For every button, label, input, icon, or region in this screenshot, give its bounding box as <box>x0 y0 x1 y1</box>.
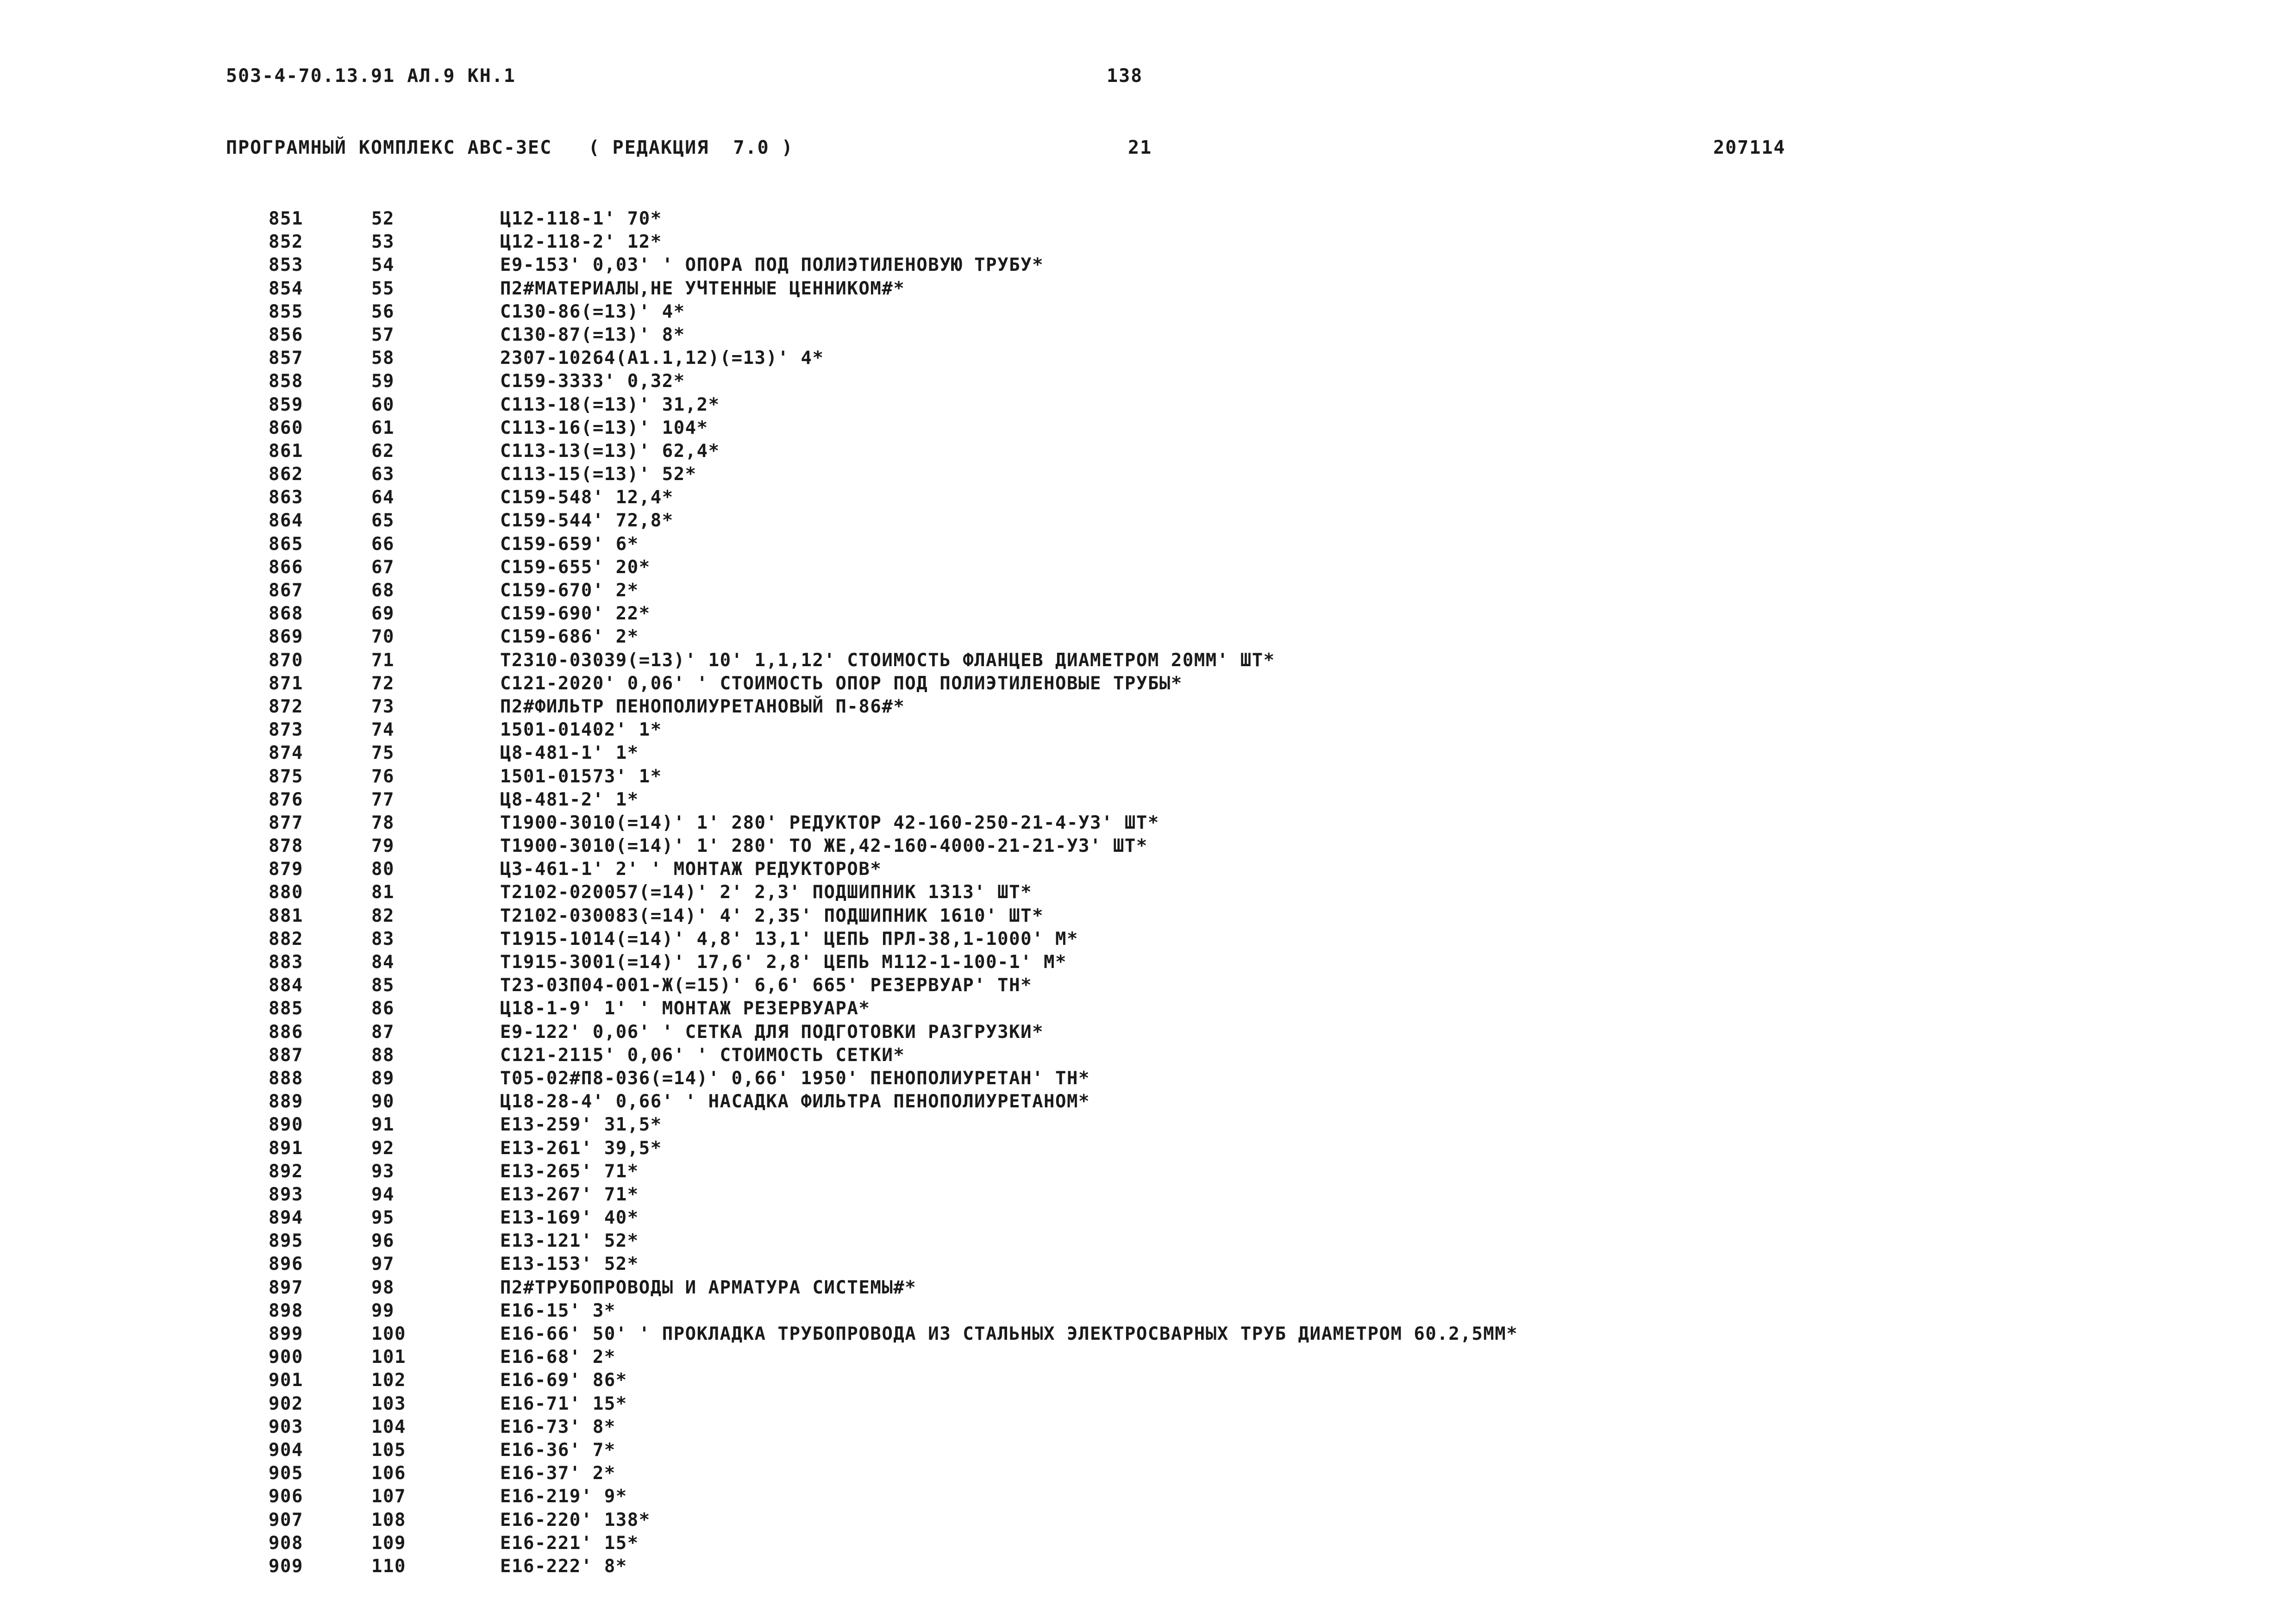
row-seq: 869 <box>269 626 303 648</box>
row-code: Ц8-481-2' 1* <box>500 789 639 810</box>
row-seq: 862 <box>269 464 303 485</box>
row-num: 93 <box>371 1161 394 1182</box>
row-seq: 876 <box>269 789 303 810</box>
row-num: 80 <box>371 859 394 880</box>
listing-row <box>269 695 2028 718</box>
row-code: С130-86(=13)' 4* <box>500 301 685 322</box>
row-code: Е16-221' 15* <box>500 1532 639 1554</box>
row-seq: 898 <box>269 1300 303 1321</box>
row-code: Т1915-1014(=14)' 4,8' 13,1' ЦЕПЬ ПРЛ-38,1-1000' М* <box>500 928 1078 949</box>
listing-row <box>269 928 2028 951</box>
row-num: 68 <box>371 580 394 601</box>
row-code: С159-544' 72,8* <box>500 510 674 531</box>
listing-row <box>269 1393 2028 1416</box>
listing-row <box>269 277 2028 300</box>
listing-row <box>269 1090 2028 1113</box>
row-num: 73 <box>371 696 394 717</box>
listing-row <box>269 602 2028 625</box>
row-seq: 894 <box>269 1207 303 1229</box>
row-num: 81 <box>371 882 394 903</box>
row-seq: 863 <box>269 487 303 508</box>
row-num: 53 <box>371 231 394 253</box>
listing-row <box>269 347 2028 370</box>
listing-row <box>269 1021 2028 1044</box>
row-seq: 899 <box>269 1324 303 1344</box>
row-code: С159-690' 22* <box>500 603 651 625</box>
listing-row <box>269 812 2028 835</box>
row-num: 85 <box>371 975 394 996</box>
row-seq: 895 <box>269 1230 303 1252</box>
row-code: Т2310-03039(=13)' 10' 1,1,12' СТОИМОСТЬ ФЛАНЦЕВ ДИАМЕТРОМ 20ММ' ШТ* <box>500 650 1275 671</box>
row-code: П2#ТРУБОПРОВОДЫ И АРМАТУРА СИСТЕМЫ#* <box>500 1277 917 1298</box>
row-seq: 907 <box>269 1509 303 1530</box>
row-seq: 870 <box>269 650 303 671</box>
row-num: 105 <box>371 1439 406 1461</box>
row-code: С113-15(=13)' 52* <box>500 464 697 485</box>
row-seq: 902 <box>269 1393 303 1414</box>
listing-row <box>269 765 2028 788</box>
row-num: 100 <box>371 1324 406 1344</box>
listing-row <box>269 1113 2028 1137</box>
listing-row <box>269 788 2028 812</box>
row-code: 2307-10264(А1.1,12)(=13)' 4* <box>500 348 824 369</box>
row-num: 96 <box>371 1230 394 1252</box>
row-num: 88 <box>371 1044 394 1066</box>
row-seq: 860 <box>269 417 303 438</box>
listing-row <box>269 394 2028 417</box>
listing-row <box>269 1044 2028 1067</box>
row-code: Ц3-461-1' 2' ' МОНТАЖ РЕДУКТОРОВ* <box>500 859 882 880</box>
row-code: С159-659' 6* <box>500 533 639 555</box>
document-id: 207114 <box>1713 137 1786 158</box>
row-code: Ц12-118-2' 12* <box>500 231 662 253</box>
row-code: Е16-71' 15* <box>500 1393 627 1414</box>
listing-row <box>269 300 2028 324</box>
row-code: Е16-15' 3* <box>500 1300 616 1321</box>
row-code: Е13-265' 71* <box>500 1161 639 1182</box>
row-num: 56 <box>371 301 394 322</box>
row-code: Е13-261' 39,5* <box>500 1137 662 1159</box>
listing-row <box>269 835 2028 858</box>
row-num: 70 <box>371 626 394 648</box>
row-seq: 851 <box>269 208 303 229</box>
row-num: 66 <box>371 533 394 555</box>
row-num: 63 <box>371 464 394 485</box>
listing-row <box>269 1253 2028 1276</box>
listing-row <box>269 1416 2028 1439</box>
row-code: Е16-66' 50' ' ПРОКЛАДКА ТРУБОПРОВОДА ИЗ СТАЛЬНЫХ ЭЛЕКТРОСВАРНЫХ ТРУБ ДИАМЕТРОМ 60.2,5ММ* <box>500 1324 1518 1344</box>
row-num: 94 <box>371 1184 394 1205</box>
row-num: 102 <box>371 1370 406 1391</box>
row-code: Е16-36' 7* <box>500 1439 616 1461</box>
row-num: 107 <box>371 1486 406 1507</box>
row-num: 92 <box>371 1137 394 1159</box>
row-seq: 900 <box>269 1347 303 1368</box>
row-num: 106 <box>371 1463 406 1484</box>
listing-row <box>269 324 2028 347</box>
row-code: С159-548' 12,4* <box>500 487 674 508</box>
row-seq: 855 <box>269 301 303 322</box>
row-seq: 886 <box>269 1021 303 1043</box>
listing-row <box>269 1137 2028 1160</box>
row-code: П2#ФИЛЬТР ПЕНОПОЛИУРЕТАНОВЫЙ П-86#* <box>500 696 905 717</box>
row-seq: 856 <box>269 324 303 345</box>
row-seq: 852 <box>269 231 303 253</box>
row-num: 65 <box>371 510 394 531</box>
listing-row <box>269 254 2028 277</box>
row-seq: 884 <box>269 975 303 996</box>
row-code: Ц8-481-1' 1* <box>500 743 639 764</box>
row-code: Е13-121' 52* <box>500 1230 639 1252</box>
row-seq: 861 <box>269 440 303 462</box>
listing-row <box>269 1555 2028 1578</box>
row-num: 57 <box>371 324 394 345</box>
listing-row <box>269 486 2028 509</box>
row-code: Т23-03П04-001-Ж(=15)' 6,6' 665' РЕЗЕРВУАР' ТН* <box>500 975 1033 996</box>
row-num: 76 <box>371 766 394 787</box>
row-code: С113-16(=13)' 104* <box>500 417 708 438</box>
row-code: Е16-37' 2* <box>500 1463 616 1484</box>
listing-row <box>269 1509 2028 1532</box>
listing-row <box>269 463 2028 486</box>
row-code: Е13-169' 40* <box>500 1207 639 1229</box>
row-code: Т05-02#П8-036(=14)' 0,66' 1950' ПЕНОПОЛИУРЕТАН' ТН* <box>500 1068 1090 1089</box>
row-seq: 890 <box>269 1114 303 1136</box>
row-code: С121-2020' 0,06' ' СТОИМОСТЬ ОПОР ПОД ПОЛИЭТИЛЕНОВЫЕ ТРУБЫ* <box>500 673 1183 694</box>
row-seq: 909 <box>269 1555 303 1577</box>
row-seq: 859 <box>269 394 303 415</box>
row-code: С159-686' 2* <box>500 626 639 648</box>
row-num: 101 <box>371 1347 406 1368</box>
row-num: 108 <box>371 1509 406 1530</box>
row-code: С159-3333' 0,32* <box>500 371 685 392</box>
row-seq: 889 <box>269 1091 303 1112</box>
row-code: С130-87(=13)' 8* <box>500 324 685 345</box>
listing-row <box>269 951 2028 974</box>
row-num: 77 <box>371 789 394 810</box>
row-seq: 892 <box>269 1161 303 1182</box>
row-seq: 858 <box>269 371 303 392</box>
row-code: Е9-153' 0,03' ' ОПОРА ПОД ПОЛИЭТИЛЕНОВУЮ ТРУБУ* <box>500 255 1044 276</box>
row-seq: 882 <box>269 928 303 949</box>
row-seq: 873 <box>269 719 303 741</box>
row-code: Ц18-28-4' 0,66' ' НАСАДКА ФИЛЬТРА ПЕНОПОЛИУРЕТАНОМ* <box>500 1091 1090 1112</box>
row-num: 64 <box>371 487 394 508</box>
listing-row <box>269 997 2028 1020</box>
row-num: 60 <box>371 394 394 415</box>
row-code: Е13-259' 31,5* <box>500 1114 662 1136</box>
row-seq: 868 <box>269 603 303 625</box>
listing-row <box>269 905 2028 928</box>
row-seq: 891 <box>269 1137 303 1159</box>
listing-row <box>269 1346 2028 1369</box>
listing-row <box>269 625 2028 649</box>
row-seq: 897 <box>269 1277 303 1298</box>
listing-row <box>269 207 2028 231</box>
row-seq: 881 <box>269 905 303 926</box>
listing-row <box>269 1369 2028 1392</box>
listing-row <box>269 742 2028 765</box>
listing-row <box>269 649 2028 672</box>
row-num: 82 <box>371 905 394 926</box>
row-seq: 885 <box>269 998 303 1019</box>
listing-row <box>269 579 2028 602</box>
row-seq: 875 <box>269 766 303 787</box>
row-seq: 872 <box>269 696 303 717</box>
listing-row <box>269 881 2028 904</box>
row-code: Ц12-118-1' 70* <box>500 208 662 229</box>
row-num: 78 <box>371 812 394 833</box>
row-num: 62 <box>371 440 394 462</box>
row-num: 95 <box>371 1207 394 1229</box>
listing-row <box>269 231 2028 254</box>
listing-row <box>269 1206 2028 1230</box>
row-code: Е16-219' 9* <box>500 1486 627 1507</box>
row-num: 89 <box>371 1068 394 1089</box>
row-num: 97 <box>371 1254 394 1275</box>
listing-row <box>269 858 2028 881</box>
listing-row <box>269 1230 2028 1253</box>
row-seq: 880 <box>269 882 303 903</box>
row-code: Е13-153' 52* <box>500 1254 639 1275</box>
row-num: 83 <box>371 928 394 949</box>
listing-row <box>269 718 2028 742</box>
row-num: 67 <box>371 556 394 578</box>
row-num: 75 <box>371 743 394 764</box>
row-seq: 903 <box>269 1416 303 1437</box>
row-num: 61 <box>371 417 394 438</box>
row-code: Т2102-030083(=14)' 4' 2,35' ПОДШИПНИК 1610' ШТ* <box>500 905 1044 926</box>
row-seq: 896 <box>269 1254 303 1275</box>
row-num: 59 <box>371 371 394 392</box>
row-seq: 877 <box>269 812 303 833</box>
row-num: 58 <box>371 348 394 369</box>
row-num: 55 <box>371 278 394 299</box>
row-code: Е16-222' 8* <box>500 1555 627 1577</box>
row-code: Е9-122' 0,06' ' СЕТКА ДЛЯ ПОДГОТОВКИ РАЗГРУЗКИ* <box>500 1021 1044 1043</box>
row-num: 74 <box>371 719 394 741</box>
row-num: 79 <box>371 836 394 857</box>
row-num: 109 <box>371 1532 406 1554</box>
row-num: 71 <box>371 650 394 671</box>
row-num: 84 <box>371 952 394 973</box>
program-title: ПРОГРАМНЫЙ КОМПЛЕКС АВС-3ЕС ( РЕДАКЦИЯ 7.0 ) <box>226 137 794 158</box>
row-seq: 883 <box>269 952 303 973</box>
row-num: 104 <box>371 1416 406 1437</box>
row-code: С113-13(=13)' 62,4* <box>500 440 720 462</box>
row-num: 69 <box>371 603 394 625</box>
row-code: 1501-01402' 1* <box>500 719 662 741</box>
row-code: Т1900-3010(=14)' 1' 280' РЕДУКТОР 42-160-250-21-4-У3' ШТ* <box>500 812 1159 833</box>
row-num: 86 <box>371 998 394 1019</box>
listing-row <box>269 1532 2028 1555</box>
row-code: С121-2115' 0,06' ' СТОИМОСТЬ СЕТКИ* <box>500 1044 905 1066</box>
row-seq: 904 <box>269 1439 303 1461</box>
row-code: Е16-69' 86* <box>500 1370 627 1391</box>
row-seq: 871 <box>269 673 303 694</box>
row-num: 90 <box>371 1091 394 1112</box>
row-seq: 865 <box>269 533 303 555</box>
listing-row <box>269 440 2028 463</box>
page-number: 138 <box>1107 65 1143 87</box>
row-code: Ц18-1-9' 1' ' МОНТАЖ РЕЗЕРВУАРА* <box>500 998 870 1019</box>
row-seq: 878 <box>269 836 303 857</box>
listing-row <box>269 370 2028 393</box>
listing-row <box>269 509 2028 532</box>
row-seq: 888 <box>269 1068 303 1089</box>
row-code: Е13-267' 71* <box>500 1184 639 1205</box>
listing-row <box>269 1485 2028 1508</box>
row-seq: 874 <box>269 743 303 764</box>
row-seq: 866 <box>269 556 303 578</box>
listing-row <box>269 1276 2028 1299</box>
row-seq: 857 <box>269 348 303 369</box>
estimate-listing <box>269 207 2028 1578</box>
sheet-number: 21 <box>1128 137 1152 158</box>
row-num: 91 <box>371 1114 394 1136</box>
row-seq: 887 <box>269 1044 303 1066</box>
row-code: Т1900-3010(=14)' 1' 280' ТО ЖЕ,42-160-4000-21-21-У3' ШТ* <box>500 836 1148 857</box>
row-code: Е16-220' 138* <box>500 1509 651 1530</box>
row-code: Т1915-3001(=14)' 17,6' 2,8' ЦЕПЬ М112-1-100-1' М* <box>500 952 1067 973</box>
row-num: 98 <box>371 1277 394 1298</box>
row-seq: 879 <box>269 859 303 880</box>
row-seq: 905 <box>269 1463 303 1484</box>
listing-row <box>269 974 2028 997</box>
row-seq: 893 <box>269 1184 303 1205</box>
row-seq: 867 <box>269 580 303 601</box>
row-seq: 908 <box>269 1532 303 1554</box>
document-code: 503-4-70.13.91 АЛ.9 КН.1 <box>226 65 516 87</box>
row-code: С159-670' 2* <box>500 580 639 601</box>
row-code: П2#МАТЕРИАЛЫ,НЕ УЧТЕННЫЕ ЦЕННИКОМ#* <box>500 278 905 299</box>
listing-row <box>269 1323 2028 1346</box>
listing-row <box>269 533 2028 556</box>
row-num: 52 <box>371 208 394 229</box>
row-seq: 854 <box>269 278 303 299</box>
row-code: Е16-68' 2* <box>500 1347 616 1368</box>
row-code: 1501-01573' 1* <box>500 766 662 787</box>
row-code: С159-655' 20* <box>500 556 651 578</box>
row-code: Т2102-020057(=14)' 2' 2,3' ПОДШИПНИК 1313' ШТ* <box>500 882 1033 903</box>
listing-row <box>269 1067 2028 1090</box>
row-code: С113-18(=13)' 31,2* <box>500 394 720 415</box>
row-num: 87 <box>371 1021 394 1043</box>
listing-row <box>269 672 2028 695</box>
listing-row <box>269 1439 2028 1462</box>
listing-row <box>269 1160 2028 1183</box>
row-num: 110 <box>371 1555 406 1577</box>
row-num: 99 <box>371 1300 394 1321</box>
listing-row <box>269 556 2028 579</box>
row-seq: 906 <box>269 1486 303 1507</box>
row-seq: 864 <box>269 510 303 531</box>
listing-row <box>269 1462 2028 1485</box>
listing-row <box>269 1183 2028 1206</box>
row-seq: 853 <box>269 255 303 276</box>
row-num: 72 <box>371 673 394 694</box>
row-code: Е16-73' 8* <box>500 1416 616 1437</box>
row-num: 103 <box>371 1393 406 1414</box>
row-num: 54 <box>371 255 394 276</box>
listing-row <box>269 1299 2028 1323</box>
row-seq: 901 <box>269 1370 303 1391</box>
listing-row <box>269 417 2028 440</box>
